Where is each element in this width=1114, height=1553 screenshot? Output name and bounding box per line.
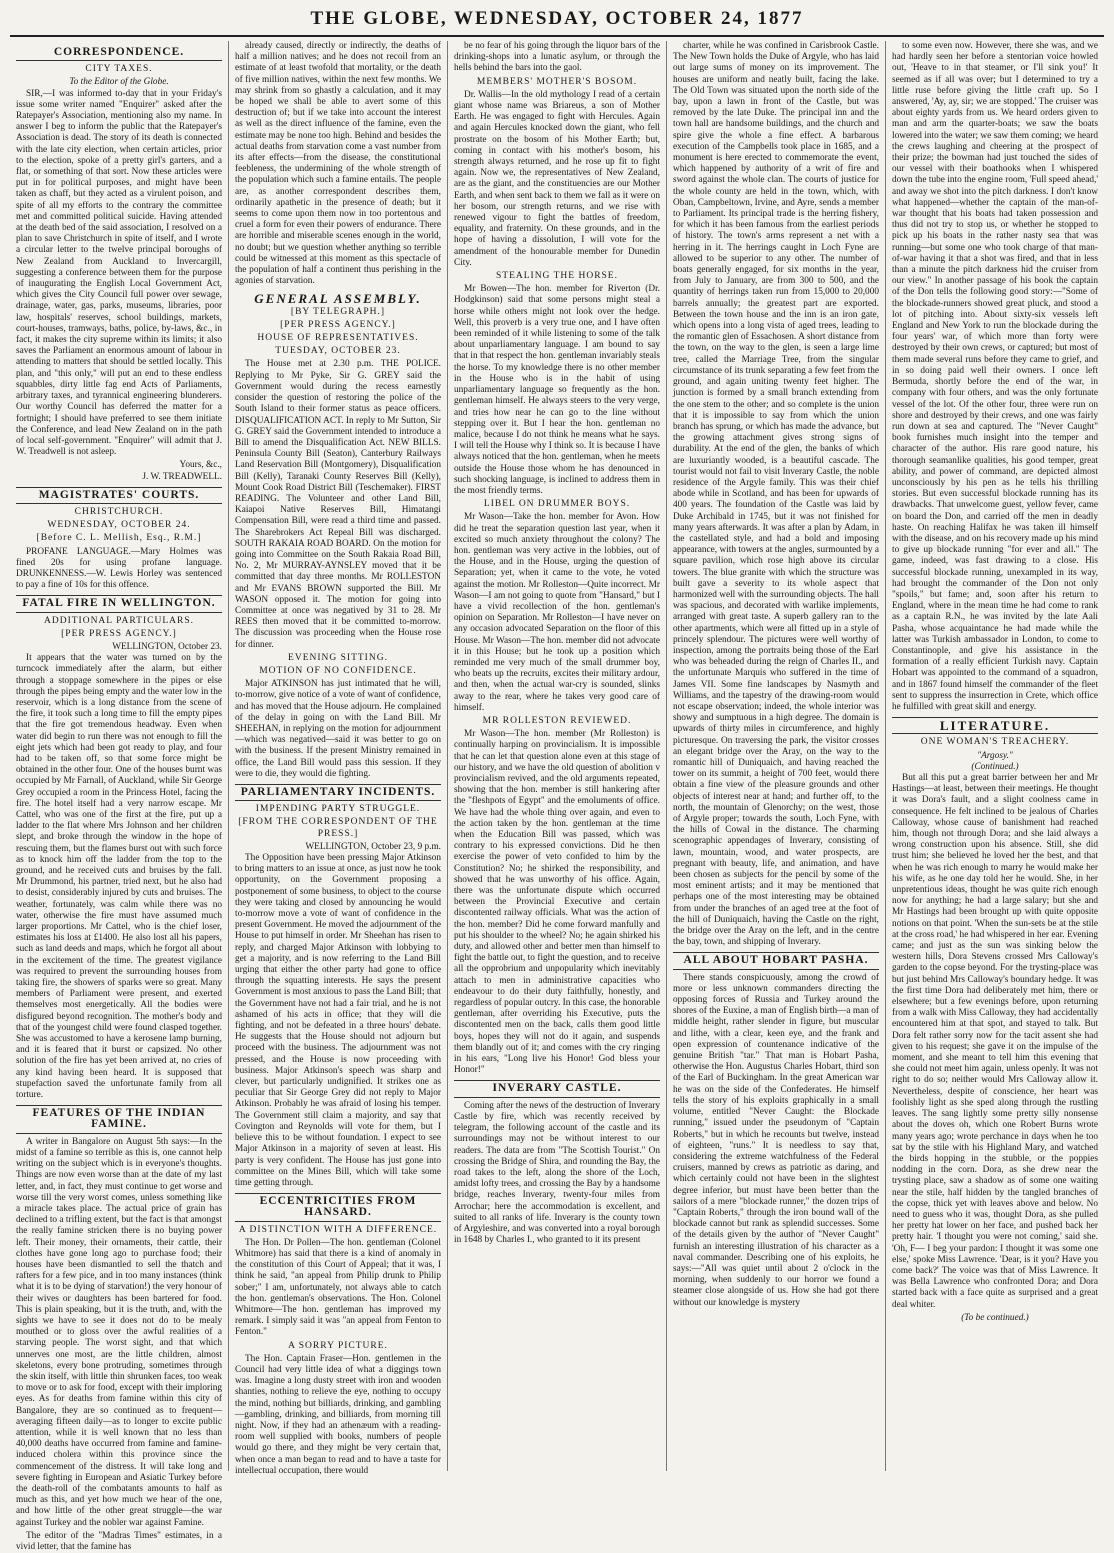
heading-inverary: INVERARY CASTLE. <box>454 1080 660 1097</box>
heading-sorry-picture: A SORRY PICTURE. <box>288 1340 388 1351</box>
col5-cont-text: to some even now. However, there she was, and we had hardly seen her before a stentorian voice howled out, 'Heave to in that steamer, or I'll sink you!' It seemed as if all was over; but I determined to try a little ruse before giving the little craft up. So I answered, 'Ay, ay, sir; we are stopped.' The cruiser was about eighty yards from us. We heard orders given to man and arm the quarter-boats; we saw the boats lowered into the water; we saw them coming; we heard the crews laughing and cheering at the prospect of their prize; the bowman had just touched the sides of our vessel with their boathooks when I whispered down the tube into the engine room, 'Full speed ahead,' and away we shot into the pitch darkness. I don't know what happened—whether the captain of the man-of-war thought that his boats had taken possession and thus did not try to stop us, or whether he stopped to pick up his boats in the rather nasty sea that was running—but some one who took charge of that man-of-war having it that a shot was fired, and that in less than a minute the pitch darkness hid the cruiser from our view." In another passage of his book the captain of the Don tells the following good story:—"Some of the blockade-runners showed great pluck, and stood a lot of pitching into. About sixty-six vessels left England and New York to run the blockade during the four years' war, of which more than forty were destroyed by their own crews, or captured; but most of them made several runs before they came to grief, and in so doing paid well their owners. I once left Bermuda, shortly before the end of the war, in company with four others, and was the only fortunate vessel of the lot. Of the other four, three were run on shore and destroyed by their crews, and one was fairly run down at sea and captured. The "Never Caught" book furnishes much insight into the temper and character of the author. His rare good nature, his thorough seamanlike qualities, his good temper, great ability, and power of command, are depicted almost unconsciously by his pen as he tells his thrilling stories. But even successful blockade running has its drawbacks. That unwelcome guest, yellow fever, came on board the Don, and carried off the men in deadly haste. On reaching Halifax he was taken ill himself with the disease, and on his recovery made up his mind to give up blockade running "for ever and all." The game, indeed, was fast drawing to a close. His successful blockade running, unexampled in its way, had brought the commander of the Don not only "spoils," but fame; and, soon after his return to England, where in the mean time he had come to rank as a captain R.N., he was invited by the late Aali Pasha, whose acquaintance he had made while the latter was Turkish ambassador in London, to come to Constantinople, and give his assistance in the formation of a really efficient Turkish navy. Captain Hobart was appointed to the command of a squadron, and in 1867 found himself the commander of the fleet sent to suppress the insurrection in Crete, which office he fulfilled with great skill and energy. <box>892 41 1098 712</box>
court-date: WEDNESDAY, OCTOBER 24. <box>47 520 191 531</box>
col3-cont-text: be no fear of his going through the liquor bars of the drinking-shops into a lunatic asylum, or through the hells behind the bars into the gaol. <box>454 41 660 74</box>
lit-end: (To be continued.) <box>961 1312 1029 1323</box>
pi-dateline: WELLINGTON, October 23, 9 p.m. <box>305 841 441 852</box>
columns <box>10 41 1104 1552</box>
column-2 <box>229 41 448 1476</box>
col2-cont-text: already caused, directly or indirectly, the deaths of half a million natives; and he does not recoil from an estimate of at least twofold that mortality, or the death of five million natives, within the next few months. We may shrink from so ghastly a calculation, and it may be hoped we shall be able to avert some of this destruction of; but if we take into account the interest as well as the direct influence of the famine, even the estimate may be none too high. Behind and besides the actual deaths from starvation come a vast number from its after effects—from the disease, the constitutional feebleness, the undermining of the whole strength of the population which such a famine entails. The people are, as another correspondent describes them, ordinarily apathetic in the presence of death; but it seems to come upon them now in too portentous and cruel a form for even their powers of endurance. There are horrible and miserable scenes enough in the world, no doubt; but we question whether anything so terrible could be witnessed at this moment as this spectacle of the population of half a continent thus perishing in the agonies of starvation. <box>235 41 441 287</box>
heading-mothers-bosom: MEMBERS' MOTHER'S BOSOM. <box>476 76 638 87</box>
sh-text: Mr Bowen—The hon. member for Riverton (Dr. Hodgkinson) said that some persons might steal a horse while others might not look over the hedge. Well, this proverb is a very true one, and I have often been reminded of it while listening to some of the talk about unparliamentary language. I am bound to say that in that respect the hon. gentleman invariably steals the horse. To my knowledge there is no other member in the House who is in the habit of using unparliamentary language so frequently as the hon. gentleman himself. He always steers to the very verge, and tries how near he can go to the line without stepping over it. But I hear the hon. gentleman no malice, because I do not think he means what he says. I will tell the House why I think so. It is because I have always noticed that the hon. gentleman, when he meets outside the House those whom he has denounced in such shocking language, is inclined to address them in the most friendly terms. <box>454 284 660 496</box>
heading-house-reps: HOUSE OF REPRESENTATIVES. <box>257 333 419 344</box>
heading-evening: EVENING SITTING. <box>288 652 388 663</box>
masthead: THE GLOBE, WEDNESDAY, OCTOBER 24, 1877 <box>10 6 1104 37</box>
hob-text: There stands conspicuously, among the crowd of more or less unknown commanders directing the opposing forces of Russia and Turkey around the shores of the Euxine, a man of English birth—a man of middle height, rather slender in figure, but muscular and lithe, with a clear, keen eye, and the frank and open expression of countenance indicative of the genuine British "tar." That man is Hobart Pasha, otherwise the Hon. Augustus Charles Hobart, third son of the Earl of Buckingham. In the great American war he was on the side of the Confederates. He himself tells the story of his exploits graphically in a small volume, entitled "Never Caught: the Blockade running," issued under the pseudonym of "Captain Roberts," but in which he recounts but twelve, instead of eighteen, "runs." It is needless to say that, considering the extreme watchfulness of the Federal cruisers, manned by crews as patriotic as daring, and which certainly could not have been in the slightest degree inferior, but must have been better than the sailors of a mere "blockade runner," the dozen trips of "Captain Roberts," through the iron bound wall of the blockade cannot but rank as splendid successes. Some of the details given by the author of "Never Caught" furnish an interesting illustration of his character as a naval commander. Describing one of his exploits, he says:—"All was quiet until about 2 o'clock in the morning, when suddenly to our horror we found a steamer close alongside of us. How she had got there without our knowledge is mystery <box>673 972 879 1308</box>
roll-text: Mr Wason—The hon. member (Mr Rolleston) is continually harping on provincialism. It is impossible that he can let that question alone even at this stage of our history, and we have the old question of abolition v provincialism revived, and the old arguments repeated, showing that the hon. member is still hankering after the "fleshpots of Egypt" and the emoluments of office. We have had the whole thing over again, and even to the action taken by the hon. gentleman at the time when the Education Bill was passed, which was contrary to his expressed convictions. Did he then exercise the power of veto confided to him by the Constitution? No; he shirked the responsibility, and showed that he was unworthy of his office. Again, there was the unfortunate dispute which occurred between the Provincial Executive and certain discontented railway officials. What was the action of the hon. member? Did he come forward manfully and put his shoulder to the wheel? No; he again shirked his duty, and allowed other and better men than himself to fight the battle out, to fight the question, and to receive all the opprobrium and unpopularity which inevitably attach to men in administrative capacities who endeavour to do their duty faithfully, honestly, and regardless of popular outcry. In this case, the honorable gentleman, after overriding his Executive, puts the discontented men on the back, calls them good little boys, hopes they will not do it again, and suspends them blandly out of it; and comes with the cry ringing in his ears, "Long live his Honor! God bless your Honor!" <box>454 729 660 1076</box>
column-1 <box>10 41 229 1552</box>
court-bench: [Before C. L. Mellish, Esq., R.M.] <box>36 533 202 544</box>
heading-literature: LITERATURE. <box>892 717 1098 734</box>
press-agency: [PER PRESS AGENCY.] <box>61 628 177 639</box>
heading-libel: LIBEL ON DRUMMER BOYS. <box>483 499 631 510</box>
heading-motion: MOTION OF NO CONFIDENCE. <box>259 665 417 676</box>
fire-dateline: WELLINGTON, October 23. <box>112 641 222 652</box>
letter-text: SIR,—I was informed to-day that in your Friday's issue some writer named "Enquirer" asked after the Ratepayer's Association, mentioning also my name. In answer I beg to inform the public that the Ratepayer's Association is dead. The story of its death is connected with the late city election, when certain articles, prior to the election, spoke of a pretty girl's garters, and a flat, or something of that sort. Now these articles were put in for political purposes, and might have been taken as chaff, but they acted as a virulent poison, and spite of all my efforts to the contrary the committee met and committed political suicide. Having attended at the death bed of the said association, I resolved on a plan to save Christchurch in spite of itself, and I wrote a circular letter to the twelve principal boroughs of New Zealand from Auckland to Invercargill, suggesting a conference between them for the purpose of inaugurating the English Local Government Act, which gives the City Council full power over sewage, drainage, water, gas, parks, museums, libraries, poor law, hospitals' reserves, school buildings, markets, court-houses, tramways, baths, police, by-laws, &c., in fact, it makes the city supreme within its limits; it also saves the Parliament an enormous amount of labour in attending to matters that should be settled locally. This plan, and "this only," will put an end to these endless squabbles, dirty little fag end Acts of Parliaments, arbitrary taxes, and tyrannical engineering blunderers. Our worthy Council has deferred the matter for a fortnight; I should have preferred to see them initiate the Conference, and lead New Zealand on in the path of local self-government. "Enquirer" will admit that J. W. Treadwell is not asleep. <box>16 88 222 458</box>
signature: J. W. TREADWELL. <box>142 471 222 482</box>
libel-text: Mr Wason—Take the hon. member for Avon. How did he treat the separation question last year, when it excited so much anxiety throughout the colony? The hon. gentleman was very active in the lobbies, out of the House, and in the House, urging the question of Separation; yet, when it came to the vote, he voted against the motion. Mr Rolleston—Quite incorrect. Mr Wason—I am not going to quote from "Hansard," but I have a vivid recollection of the hon. gentleman's opinion on Separation. Mr Rolleston—I have never on any occasion advocated Separation on the floor of this House. Mr Wason—The hon. member did not advocate it in this House; but he took up a position which reminded me very much of the small drummer boy, who beats up the recruits, excites their military ardour, and then, when the actual war-cry is sounded, slinks away to the rear, where he takes very good care of himself. <box>454 512 660 713</box>
heading-christchurch: CHRISTCHURCH. <box>74 506 164 517</box>
ga-date: TUESDAY, OCTOBER 23. <box>275 346 401 357</box>
fire-text: It appears that the water was turned on by the turncock immediately after the alarm, but either through a stoppage somewhere in the pipes or else through the pipes being empty and the water low in the reservoir, which is a long distance from the scene of the fire, it took such a long time to fill the empty pipes that the fire got tremendous headway. Even when water did begin to run there was not enough to fill the eight jets which had been got ready to play, and four had to be taken off, so that some force might be obtained in the other four. One of the houses burnt was occupied by Mr Farnall, of Auckland, while Sir George Grey occupied a room in the Princess Hotel, facing the fire. The hotel itself had a very narrow escape. Mr Cattel, who was one of the first at the fire, put up a ladder to the flat where Mrs Johnson and her children slept, and broke through the window in the hope of rescuing them, but the flames burst out with such force as to knock him off the ladder from the top to the ground, and he received cuts and bruises by the fall. Mr Drummond, his partner, tried next, but he also had to desist, considerably injured by cuts and bruises. The weather, fortunately, was calm while there was no water, otherwise the fire must have assumed much larger proportions. Mr Cattel, who is the chief loser, estimates his loss at £1400. He also lost all his papers, such as land deeds and maps, which he forgot all about in the excitement of the time. The greatest vigilance was required to prevent the surrounding houses from taking fire, the showers of sparks were so great. Many members of Parliament were present, and exerted themselves most energetically. All the bodies were disfigured beyond recognition. The mother's body and that of the youngest child were found clasped together. She was accustomed to have a kerosene lamp burning, and it is feared that it burst or capsized. No other solution of the fire has yet been arrived at, no cries of any kind having been heard. It is supposed that stupefaction saved the unfortunate family from all torture. <box>16 653 222 1101</box>
col4-cont-text: charter, while he was confined in Carisbrook Castle. The New Town holds the Duke of Argyle, who has laid out large sums of money on its improvement. The houses are uniform and neatly built, facing the lake. The Old Town was situated upon the north side of the bay, upon a lawn in front of the Castle, but was removed by the late Duke. The principal inn and the town hall are handsome buildings, and the church and spire give the whole a fine effect. A barbarous execution of the Campbells took place in 1685, and a monument is here erected to commemorate the event, which happened by authority of a writ of fire and sword against the whole clan. The courts of justice for the whole county are held in the town, which, with Oban, Campbeltown, Irvine, and Ayre, sends a member to Parliament. Its principal trade is the herring fishery, for which it has been famous from the earliest periods of history. The town's arms represent a net with a herring in it. The herrings caught in Loch Fyne are allowed to be superior to any other. The number of boats generally engaged, for six months in the year, from July to January, are from 300 to 500, and the quantity of herrings taken run from 15,000 to 20,000 barrels annually; the greatest part are exported. Between the town house and the inn is an iron gate, which opens into a long vista of aged trees, leading to the romantic glen of Essachosen. A short distance from the town, on the way to the glen, is seen a large lime tree, called the Marriage Tree, from the singular circumstance of its trunk separating a few feet from the ground, and again uniting twenty feet higher. The junction is formed by a small branch extending from the one stem to the other; and so complete is the union that it is impossible to say from which the union branch has sprung, or which has made the advance, but the growing attachment gives strong signs of durability. At the end of the glen, the banks of which are luxuriantly wooded, is a beautiful cascade. The tourist would not fail to visit Inverary Castle, the noble residence of the Argyle family. This was their chief abode while in Scotland, and has been for upwards of 400 years. The foundation of the Castle was laid by Duke Archibald in 1745, but it was not finished for many years afterwards. It was after a plan by Adam, in the castellated style, and had a bold and imposing appearance, with towers at the angles, surmounted by a square pavilion, which rose high above its circular towers. The blue granite with which the structure was built gave a severity to its whole aspect that harmonized well with the surrounding objects. The hall was spacious, and decorated with warlike implements, arranged with great taste. A superb gallery ran to the other apartments, which were all fitted up in a style of princely splendour. The pictures were well worthy of inspection, among the portraits being those of the Earl who was beheaded during the reign of Charles II., and the unfortunate Marquis who suffered in the time of James VII. Some fine landscapes by Nasmyth and Williams, and the tapestry of the drawing-room would not escape observation; indeed, the whole interior was showy and sumptuous in a high degree. The domain is upwards of thirty miles in circumference, and highly picturesque. On traversing the park, the visitor crosses an elegant bridge over the Aray, on the way to the romantic hill of Duniquaich, and having reached the tower on its summit, a height of 700 feet, would there obtain a fine view of the pleasure grounds and other objects of interest near at hand; and further off, to the north, the mountain of Glenorchy; on the west, those of Argyle proper; towards the south, Loch Fyne, with the hills of Cowal in the distance. The charming scenographic appendages of Inverary, consisting of lawn, mountain, wood, and water prospects, are pregnant with beauty, life, and animation, and have been chosen as subjects for the pencil by some of the most eminent artists; and it may be mentioned that perhaps one of the most interesting may be obtained from under the branches of an aged tree at the foot of the hill of Duniquaich, having the Castle on the right, the bridge over the Aray on the left, and in the centre the bay, town, and shipping of Inverary. <box>673 41 879 948</box>
heading-city-taxes: CITY TAXES. <box>85 64 153 75</box>
heading-hobart: ALL ABOUT HOBART PASHA. <box>673 952 879 969</box>
lit-continued: (Continued.) <box>971 761 1019 772</box>
sorry-text: The Hon. Captain Fraser—Hon. gentlemen in the Council had very little idea of what a diggings town was. Imagine a long dusty street with iron and wooden shanties, nothing to relieve the eye, nothing to occupy the mind, nothing but billiards, drinking, and gambling—gambling, drinking, and billiards, from morning till night. Now, if they had an athenæum with a reading-room well supplied with books, numbers of people would go there, and they might be very certain that, when once a man began to read and to have a taste for intellectual occupation, there would <box>235 1353 441 1476</box>
heading-general-assembly: GENERAL ASSEMBLY. <box>254 291 422 307</box>
heading-rolleston: MR ROLLESTON REVIEWED. <box>482 715 632 726</box>
press-agency-2: [PER PRESS AGENCY.] <box>280 319 396 330</box>
heading-impending: IMPENDING PARTY STRUGGLE. <box>255 804 421 815</box>
heading-treachery: ONE WOMAN'S TREACHERY. <box>920 737 1070 748</box>
by-telegraph: [BY TELEGRAPH.] <box>290 306 386 317</box>
yours: Yours, &c., <box>179 460 222 471</box>
ecc-text: The Hon. Dr Pollen—The hon. gentleman (Colonel Whitmore) has said that there is a kind of anomaly in the constitution of this Court of Appeal; that it was, I think he said, "an appeal from Philip drunk to Philip sober;" I am, unfortunately, not always able to catch the hon. gentleman's observations. The Hon. Colonel Whitmore—The hon. gentleman has improved my remark. I simply said it was "an appeal from Fenton to Fenton." <box>235 1237 441 1338</box>
heading-stealing-horse: STEALING THE HORSE. <box>495 271 618 282</box>
motion-text: Major ATKINSON has just intimated that he will, to-morrow, give notice of a vote of want of confidence, and has moved that the House adjourn. He complained of the delay in going on with the Land Bill. Mr SHEEHAN, in replying on the motion for adjournment—which was negatived—said it was better to go on with the business. If the present Ministry remained in office, the Land Bill would pass this session. If they were to die, they would die fighting. <box>235 679 441 779</box>
pi-text: The Opposition have been pressing Major Atkinson to bring matters to an issue at once, as just now he took opportunity, on the Government proposing a postponement of some business, to object to the course they were taking and closed by announcing he would to-morrow move a vote of want of confidence in the present Government. He moved the adjournment of the House to put himself in order. Mr Sheehan has risen to reply, and charged Major Atkinson with lobbying to get a majority, and is now referring to the Land Bill urging that either the other party had gone to office through the squatting interests. He says the present Government is most anxious to pass the Land Bill; that the Government have not had a fair trial, and he is not ashamed of his acts in office; that they will die fighting, and not be defeated in a three hours' debate. He suggests that the House should not adjourn but proceed with the business. The adjournment was not pressed, and the House is now proceeding with business. Major Atkinson's speech was sharp and clever, but particularly undignified. It strikes one as peculiar that Sir George Grey did not reply to Major Atkinson. Probably he was afraid of losing his temper. The Government still claim a majority, and say that Covington and Reynolds will vote for them, but I believe this to be without foundation. I expect to see Major Atkinson in a majority of seven at least. His party is very confident. The House has just gone into committee on the Mines Bill, which will take some time getting through. <box>235 853 441 1188</box>
famine-text: A writer in Bangalore on August 5th says:—In the midst of a famine so terrible as this is, one cannot help writing on the subject which is in everyone's thoughts. Things are now even worse than at the date of my last letter, and, in fact, they must continue to get worse and worse till the very worst comes, unless something like a miracle takes place. The actual price of grain has declined to a trifling extent, but the fact is that amongst the really famine stricken there is no buying power left. Their money, their ornaments, their cattle, their clothes have gone long ago to purchase food; their houses have been dismantled to sell the thatch and rafters for a few pice, and in too many instances (think what it is to be dying of starvation!) the very honour of their wives or daughters has been bartered for food. This is plain speaking, but it is the truth, and, with the sights we have to see it does not do to be mealy mouthed or to gloss over the awful realities of a starving people. The worst sight, and that which unnerves one most, are the little children, almost skeletons, every bone protruding, sometimes through the skin itself, with little thin shrunken faces, too weak to move or to ask for food, except with their imploring eyes. As for deaths from famine within this city of Bangalore, they are so continued as to frequent—averaging fifteen daily—as to longer to excite public attention, while it is well known that no less than 40,000 deaths have occurred from famine and famine-induced cholera within this province since the commencement of the distress. It will take long and severe fighting in European and Asiatic Turkey before the death-roll of the combatants amounts to half as much as this, and yet how much we hear of the one, and how little of the other great struggle—the war against Turkey and the nobler war against Famine. <box>16 1136 222 1528</box>
column-4 <box>667 41 886 1471</box>
heading-eccentricities: ECCENTRICITIES FROM HANSARD. <box>235 1193 441 1221</box>
mb-text: Dr. Wallis—In the old mythology I read of a certain giant whose name was Briareus, a son of Mother Earth. He was engaged to fight with Hercules. Again and again Hercules knocked down the giant, who fell prostrate on the bosom of his Mother Earth; but, coming in contact with his mother's bosom, his strength always returned, and he rose up fit to fight again. Now we, the representatives of New Zealand, are as the giant, and the constituencies are our Mother Earth, and when sent back to them we fall as it were on her bosom, our strength returns, and we rise with renewed vigour to fight the battles of freedom, equality, and fraternity. On these grounds, and in the hope of having a dissolution, I will vote for the amendment of the honourable member for Dunedin City. <box>454 89 660 268</box>
heading-magistrates: MAGISTRATES' COURTS. <box>16 487 222 504</box>
famine-end: The editor of the "Madras Times" estimates, in a vivid letter, that the famine has <box>16 1530 222 1552</box>
heading-parliamentary: PARLIAMENTARY INCIDENTS. <box>235 784 441 801</box>
court-text: PROFANE LANGUAGE.—Mary Holmes was fined 20s for using profane language. DRUNKENNESS.—W. Lewis Horley was sentenced to pay a fine of 10s for this offence. <box>16 546 222 591</box>
heading-additional: ADDITIONAL PARTICULARS. <box>44 615 194 626</box>
lit-source: "Argosy." <box>977 750 1013 761</box>
column-3 <box>448 41 667 1471</box>
heading-correspondence: CORRESPONDENCE. <box>16 45 222 61</box>
lit-text: But all this put a great barrier between her and Mr Hastings—at least, between their meetings. He thought it was Dora's fault, and a slight coolness came in consequence. He felt inclined to be jealous of Charles Calloway, whose cause of banishment had reached him, though not through Dora; and she laid always a wrong construction upon his absence. Still, she did trust him; she believed he loved her the best, and that when he was rich enough to marry he would make her his wife, as he one day told her he would. She, in her unpretentious ideas, thought he was quite rich enough now for anything; he had a large salary; but she and Mr Hastings had been brought up with quite opposite notions on that point. 'When the sun-sets be at the stile at the cross road,' he had whispered in her ear. Evening came; and just as the sun was sinking below the western hills, Dora Stevens crossed Mrs Calloway's garden to the copse beyond. For the trysting-place was but just behind Mrs Calloway's boundary hedge. It was the first time Dora had deliberately met him, there or elsewhere; but a few evenings before, upon returning from a walk with Miss Calloway, they had accidentally encountered him at that spot, and stayed to talk. But Dora felt rather sorry now for the tacit assent she had given to his request; she gave it on the impulse of the moment, and she meant to tell him this evening that she could not meet him again, unless openly. It was not right to do so; neither would Mrs Calloway allow it. Nevertheless, despite of conscience, her heart was foolishly light as she sped along through the rustling leaves. The sang lightly some pretty silly nonsense about the doves oh, which one Robert Burns wrote many years ago; wrote perchance in days when he too sat by the stile with his Highland Mary, and watched the birds hopping in the stubble, or the poppies nodding in the corn. Dora, as she drew near the trysting place, saw a shadow as of some one waiting near the stile, half hidden by the tangled branches of the copse, thick yet with leaves above and below. No need to guess who it was, thought Dora, as she pulled her pretty hat lower on her face, and pushed back her pretty hair. 'I thought you were not coming,' said she. 'Oh, F— I beg your pardon: I thought it was some one else,' spoke Miss Lawrence. 'Dear, is it you? Have you come back?' The voice was that of Miss Lawrence. It was Bella Lawrence who confronted Dora; and Dora started back with a face quite as surprised and a great deal whiter. <box>892 773 1098 1310</box>
heading-famine: FEATURES OF THE INDIAN FAMINE. <box>16 1105 222 1133</box>
from-correspondent: [FROM THE CORRESPONDENT OF THE PRESS.] <box>238 817 438 839</box>
to-editor: To the Editor of the Globe. <box>69 77 169 88</box>
column-5 <box>886 41 1104 1471</box>
inv-text: Coming after the news of the destruction of Inverary Castle by fire, which was recently received by telegram, the following account of the castle and its surroundings may not be without interest to our readers. The data are from "The Scottish Tourist." On crossing the Bridge of Shira, and rounding the Bay, the road takes to the left, along the shore of the Loch, amidst lofty trees, and crossing the Bay by a handsome bridge, reaches Inverary, twenty-four miles from Arrochar; here the accommodation is excellent, and suited to all ranks of life. Inverary is the county town of Argyleshire, and was converted into a royal borough in 1648 by Charles I., who granted to it its present <box>454 1100 660 1246</box>
ga-text: The House met at 2.30 p.m. THE POLICE. Replying to Mr Pyke, Sir G. GREY said the Government would during the recess earnestly consider the question of restoring the police of the South Island to their former status as peace officers. DISQUALIFICATION ACT. In reply to Mr Sutton, Sir G. GREY said the Government intended to introduce a Bill to amend the Disqualification Act. NEW BILLS. Peninsula County Bill (Seaton), Canterbury Railways Land Reservation Bill (Montgomery), Disqualification Bill (Kelly), Taranaki County Reserves Bill (Kelly), Mount Cook Road District Bill (Teschemaker). FIRST READING. The Volunteer and other Land Bill, Kaiapoi Native Reserves Bill, Himatangi Compensation Bill, were read a third time and passed. The Sharebrokers Act Repeal Bill was discharged. SOUTH RAKAIA ROAD BOARD. On the motion for going into Committee on the South Rakaia Road Bill, No. 2, Mr MURRAY-AYNSLEY moved that it be committed that day three months. Mr ROLLESTON and Mr EVANS BROWN supported the Bill. Mr WASON opposed it. The motion for going into Committee at once was negatived by 31 to 28. Mr REES then moved that it be committed to-morrow. The discussion was proceeding when the House rose for dinner. <box>235 359 441 650</box>
heading-fatal-fire: FATAL FIRE IN WELLINGTON. <box>16 595 222 612</box>
heading-distinction: A DISTINCTION WITH A DIFFERENCE. <box>238 1224 438 1235</box>
